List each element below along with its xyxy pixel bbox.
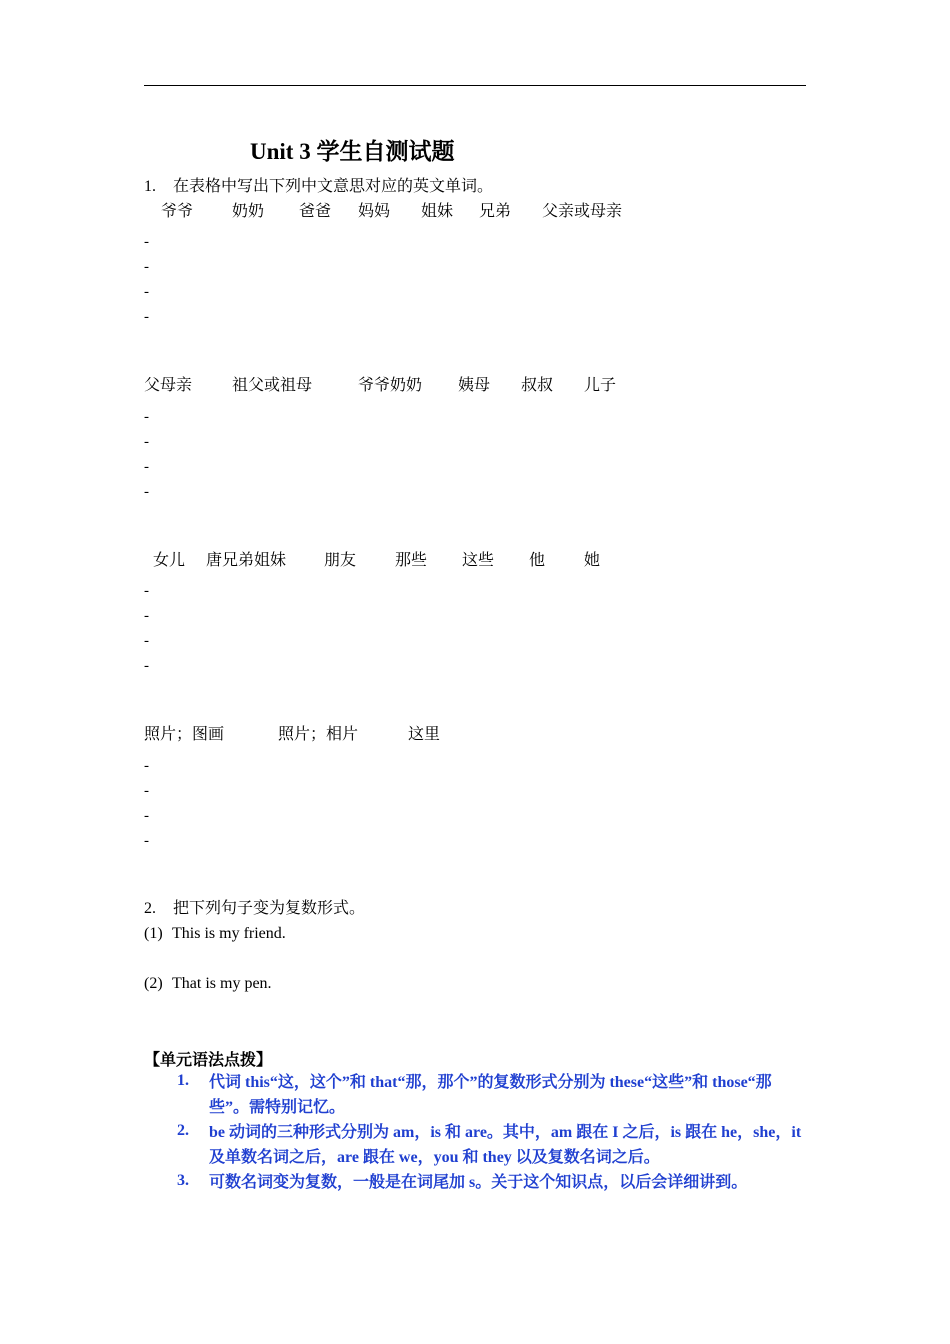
vocab-word: 女儿 xyxy=(153,552,186,569)
answer-blank: - xyxy=(144,309,149,325)
vocab-word: 那些 xyxy=(395,552,428,569)
vocab-word: 朋友 xyxy=(324,552,357,569)
answer-blank: - xyxy=(144,259,149,275)
vocab-word: 唐兄弟姐妹 xyxy=(206,552,287,569)
answer-blank: - xyxy=(144,783,149,799)
vocab-word: 他 xyxy=(529,552,546,569)
answer-blank: - xyxy=(144,409,149,425)
answer-blank: - xyxy=(144,608,149,624)
vocab-word: 姨母 xyxy=(458,377,491,394)
answer-blank: - xyxy=(144,633,149,649)
vocab-word: 爸爸 xyxy=(299,203,332,220)
answer-blank: - xyxy=(144,808,149,824)
answer-blank: - xyxy=(144,658,149,674)
vocab-word: 照片；图画 xyxy=(144,726,225,743)
tip-number: 3. xyxy=(177,1172,189,1189)
q1-number: 1. xyxy=(144,178,156,195)
vocab-word: 父母亲 xyxy=(144,377,193,394)
vocab-word: 照片；相片 xyxy=(278,726,359,743)
vocab-word: 奶奶 xyxy=(232,203,265,220)
vocab-word: 爷爷 xyxy=(161,203,194,220)
tip-text: 可数名词变为复数，一般是在词尾加 s。关于这个知识点，以后会详细讲到。 xyxy=(209,1174,748,1191)
vocab-word: 儿子 xyxy=(584,377,617,394)
answer-blank: - xyxy=(144,583,149,599)
tip-text: be 动词的三种形式分别为 am，is 和 are。其中，am 跟在 I 之后，is 跟在 he，she，it 及单数名词之后，are 跟在 we，you 和 they 以及复数名词之后。 xyxy=(209,1124,802,1166)
page-title: Unit 3 学生自测试题 xyxy=(250,139,455,164)
grammar-tips-heading: 【单元语法点拨】 xyxy=(144,1052,273,1069)
q2-item-sentence: This is my friend. xyxy=(172,925,286,942)
vocab-word: 兄弟 xyxy=(479,203,512,220)
vocab-word: 这里 xyxy=(408,726,441,743)
answer-blank: - xyxy=(144,234,149,250)
answer-blank: - xyxy=(144,833,149,849)
tip-text: 代词 this“这，这个”和 that“那，那个”的复数形式分别为 these“这些”和 those“那些”。需特别记忆。 xyxy=(209,1074,772,1116)
q2-item-number: (1) xyxy=(144,925,163,942)
q2-instruction: 把下列句子变为复数形式。 xyxy=(173,900,366,917)
vocab-word: 她 xyxy=(584,552,601,569)
vocab-word: 这些 xyxy=(462,552,495,569)
answer-blank: - xyxy=(144,434,149,450)
vocab-word: 姐妹 xyxy=(421,203,454,220)
answer-blank: - xyxy=(144,284,149,300)
q1-instruction: 在表格中写出下列中文意思对应的英文单词。 xyxy=(173,178,494,195)
vocab-word: 爷爷奶奶 xyxy=(358,377,423,394)
answer-blank: - xyxy=(144,484,149,500)
vocab-word: 叔叔 xyxy=(521,377,554,394)
answer-blank: - xyxy=(144,758,149,774)
answer-blank: - xyxy=(144,459,149,475)
vocab-word: 妈妈 xyxy=(358,203,391,220)
q2-item-sentence: That is my pen. xyxy=(172,975,272,992)
vocab-word: 祖父或祖母 xyxy=(232,377,313,394)
q2-item-number: (2) xyxy=(144,975,163,992)
vocab-word: 父亲或母亲 xyxy=(542,203,623,220)
q2-number: 2. xyxy=(144,900,156,917)
tip-number: 2. xyxy=(177,1122,189,1139)
header-rule xyxy=(144,85,806,86)
tip-number: 1. xyxy=(177,1072,189,1089)
